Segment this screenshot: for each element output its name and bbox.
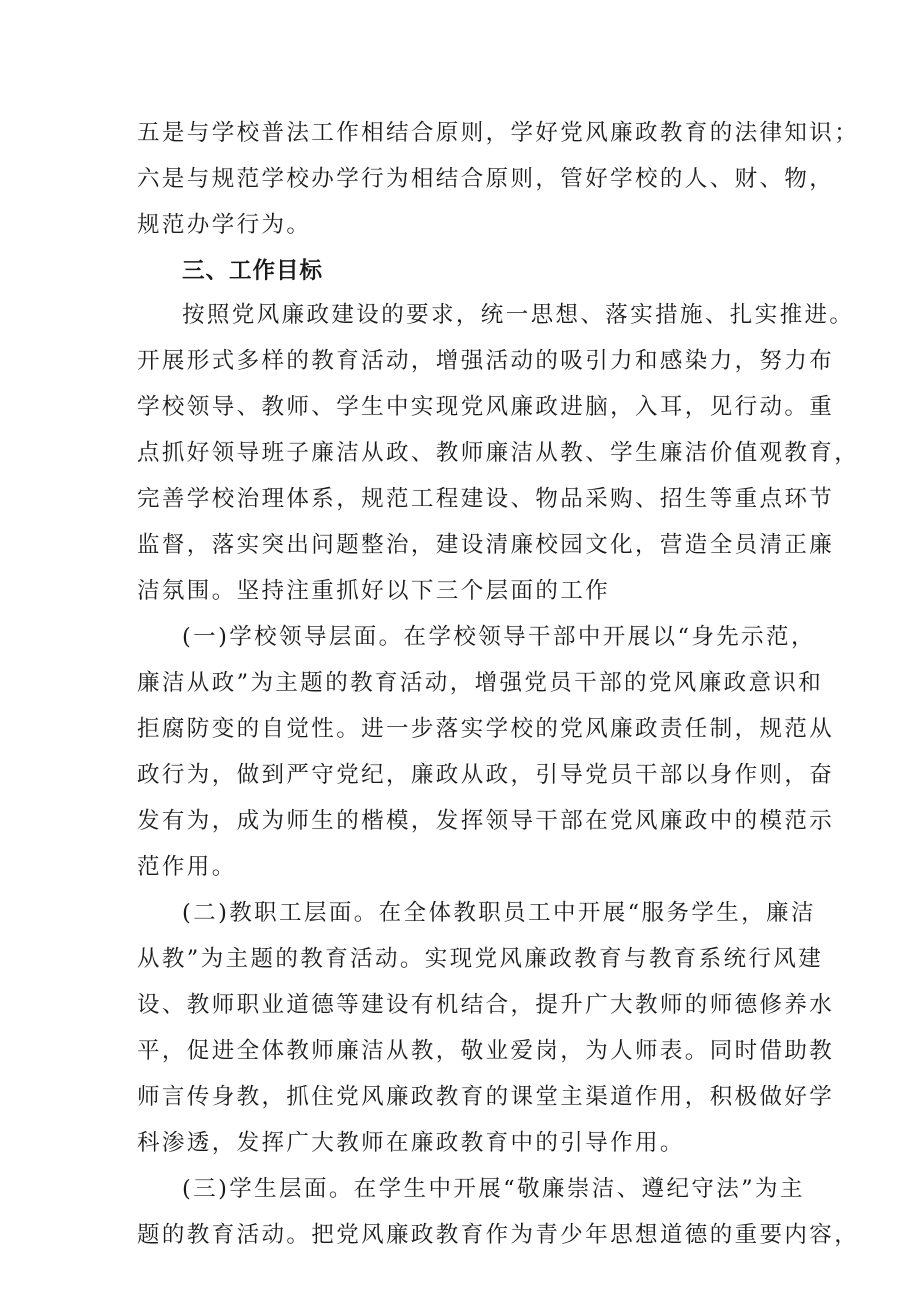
text-line: 完善学校治理体系，规范工程建设、物品采购、招生等重点环节 [137,486,835,512]
text-line: 规范办学行为。 [137,212,312,238]
text-line: 点抓好领导班子廉洁从政、教师廉洁从教、学生廉洁价值观教育， [137,440,860,466]
text-line: 发有为，成为师生的楷模，发挥领导干部在党风廉政中的模范示 [137,808,835,834]
text-line: 五是与学校普法工作相结合原则，学好党风廉政教育的法律知识； [137,120,860,146]
text-line: 洁氛围。坚持注重抓好以下三个层面的工作 [137,578,611,604]
text-line: 范作用。 [137,854,237,880]
text-line: 学校领导、教师、学生中实现党风廉政进脑，入耳，见行动。重 [137,394,835,420]
text-line: (二)教职工层面。在全体教职员工中开展“服务学生，廉洁 [182,900,816,926]
text-line: 师言传身教，抓住党风廉政教育的课堂主渠道作用，积极做好学 [137,1084,835,1110]
text-line: 设、教师职业道德等建设有机结合，提升广大教师的师德修养水 [137,992,835,1018]
text-line: 六是与规范学校办学行为相结合原则，管好学校的人、财、物， [137,166,835,192]
text-line: 开展形式多样的教育活动，增强活动的吸引力和感染力，努力布 [137,348,835,374]
text-line: 监督，落实突出问题整治，建设清廉校园文化，营造全员清正廉 [137,532,835,558]
text-line: 廉洁从政”为主题的教育活动，增强党员干部的党风廉政意识和 [137,670,824,696]
text-line: 科渗透，发挥广大教师在廉政教育中的引导作用。 [137,1130,685,1156]
section-heading: 三、工作目标 [182,258,324,284]
text-line: (三)学生层面。在学生中开展“敬廉崇洁、遵纪守法”为主 [182,1176,805,1202]
text-line: 按照党风廉政建设的要求，统一思想、落实措施、扎实推进。 [182,302,855,328]
text-line: 题的教育活动。把党风廉政教育作为青少年思想道德的重要内容， [137,1222,860,1248]
text-line: 平，促进全体教师廉洁从教，敬业爱岗，为人师表。同时借助教 [137,1038,835,1064]
text-line: 政行为，做到严守党纪，廉政从政，引导党员干部以身作则，奋 [137,762,835,788]
text-line: (一)学校领导层面。在学校领导干部中开展以“身先示范， [182,624,816,650]
text-line: 从教”为主题的教育活动。实现党风廉政教育与教育系统行风建 [137,946,824,972]
text-line: 拒腐防变的自觉性。进一步落实学校的党风廉政责任制，规范从 [137,716,835,742]
